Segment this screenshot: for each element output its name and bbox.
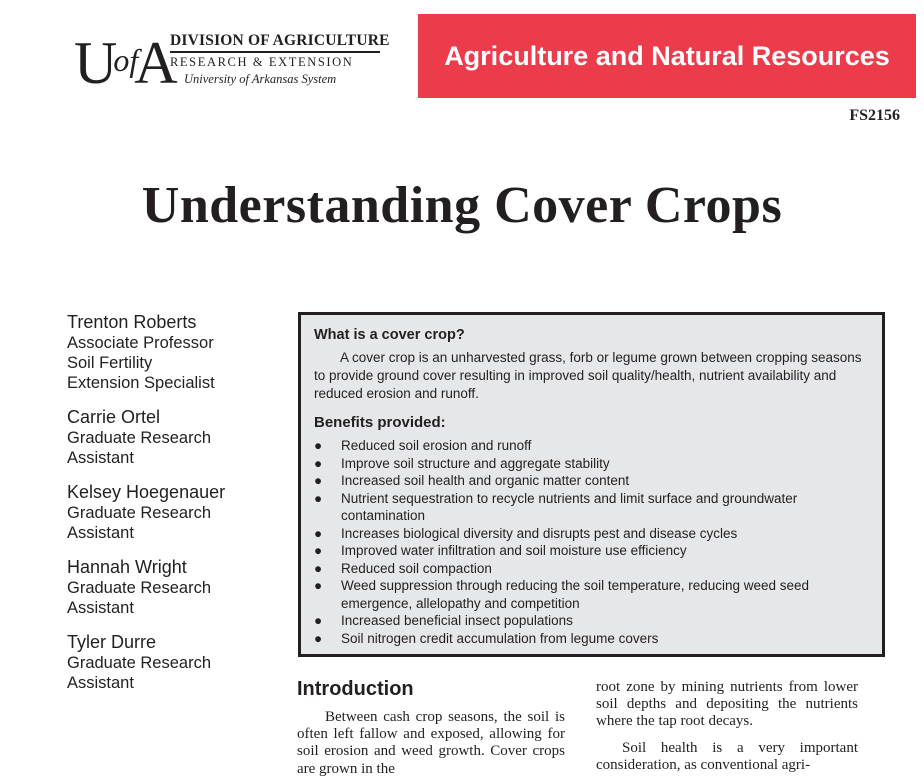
benefits-list bbox=[314, 437, 874, 647]
author-entry bbox=[67, 312, 287, 393]
body-paragraph: root zone by mining nutrients from lower soil depths and depositing the nutrients where the tap root decays. bbox=[596, 679, 858, 730]
right-column-text bbox=[596, 679, 858, 774]
benefit-item bbox=[314, 630, 874, 648]
author-name: Hannah Wright bbox=[67, 557, 187, 577]
benefit-item bbox=[314, 560, 874, 578]
cover-crop-definition: A cover crop is an unharvested grass, forb or legume grown between cropping seasons to provide ground cover resulting in improved soil quality/health, nutrient availability and reduced erosion and runoff. bbox=[314, 350, 862, 401]
benefit-text: Nutrient sequestration to recycle nutrients and limit surface and groundwater contamination bbox=[341, 490, 798, 523]
author-title: Graduate Research bbox=[67, 429, 211, 447]
page-title: Understanding Cover Crops bbox=[141, 177, 783, 234]
author-title: Assistant bbox=[67, 449, 134, 467]
bullet-icon: ● bbox=[314, 560, 323, 576]
author-entry bbox=[67, 557, 287, 618]
bullet-icon: ● bbox=[314, 438, 323, 453]
body-paragraph: Soil health is a very important consideration, as conventional agri- bbox=[596, 739, 858, 773]
benefit-item bbox=[314, 437, 874, 455]
benefit-item bbox=[314, 542, 874, 560]
logo-wordmark bbox=[170, 32, 390, 87]
benefit-text: Weed suppression through reducing the soil temperature, reducing weed seed emergence, allelopathy and competition bbox=[341, 578, 810, 611]
benefit-text: Improved water infiltration and soil moisture use efficiency bbox=[341, 543, 687, 558]
logo-research-extension: RESEARCH & EXTENSION bbox=[170, 55, 354, 69]
author-name: Trenton Roberts bbox=[67, 312, 197, 332]
logo-division: DIVISION OF AGRICULTURE bbox=[170, 32, 380, 53]
bullet-icon: ● bbox=[314, 455, 323, 471]
author-entry bbox=[67, 632, 287, 693]
bullet-icon: ● bbox=[314, 473, 323, 488]
author-name: Kelsey Hoegenauer bbox=[67, 482, 226, 502]
benefit-item bbox=[314, 525, 874, 543]
cover-crop-info-box bbox=[298, 312, 885, 657]
benefit-item bbox=[314, 490, 874, 525]
author-title: Graduate Research bbox=[67, 654, 211, 672]
author-name: Carrie Ortel bbox=[67, 407, 161, 427]
uofa-logo-mark bbox=[74, 30, 178, 96]
bullet-icon: ● bbox=[314, 525, 323, 541]
introduction-paragraph: Between cash crop seasons, the soil is often left fallow and exposed, allowing for soil erosion and weed growth. Cover crops are grown in the bbox=[297, 709, 565, 777]
author-title: Extension Specialist bbox=[67, 374, 215, 392]
benefits-heading: Benefits provided: bbox=[314, 414, 446, 431]
benefit-text: Soil nitrogen credit accumulation from legume covers bbox=[341, 630, 659, 646]
benefit-text: Improve soil structure and aggregate stability bbox=[341, 455, 610, 471]
category-banner: Agriculture and Natural Resources bbox=[418, 14, 916, 98]
division-logo bbox=[74, 30, 390, 96]
author-name: Tyler Durre bbox=[67, 632, 157, 652]
bullet-icon: ● bbox=[314, 543, 323, 558]
author-title: Assistant bbox=[67, 524, 134, 542]
benefit-item bbox=[314, 577, 874, 612]
author-title: Graduate Research bbox=[67, 579, 211, 597]
bullet-icon: ● bbox=[314, 630, 323, 646]
benefit-text: Increased soil health and organic matter content bbox=[341, 473, 630, 488]
author-entry bbox=[67, 407, 287, 468]
benefit-text: Reduced soil compaction bbox=[341, 560, 492, 576]
author-entry bbox=[67, 482, 287, 543]
author-title: Graduate Research bbox=[67, 504, 211, 522]
box-heading: What is a cover crop? bbox=[314, 327, 465, 343]
introduction-heading: Introduction bbox=[297, 678, 414, 700]
logo-system: University of Arkansas System bbox=[184, 72, 337, 86]
benefit-text: Reduced soil erosion and runoff bbox=[341, 438, 532, 453]
bullet-icon: ● bbox=[314, 578, 323, 593]
benefit-item bbox=[314, 472, 874, 490]
logo-letter-u: U bbox=[74, 30, 118, 96]
benefit-item bbox=[314, 455, 874, 473]
author-title: Assistant bbox=[67, 674, 134, 692]
author-title: Associate Professor bbox=[67, 334, 214, 352]
logo-letters-of: of bbox=[113, 42, 139, 78]
benefit-text: Increases biological diversity and disrupts pest and disease cycles bbox=[341, 525, 738, 541]
author-list bbox=[67, 312, 287, 707]
author-title: Soil Fertility bbox=[67, 354, 153, 372]
fact-sheet-number: FS2156 bbox=[849, 107, 900, 124]
author-title: Assistant bbox=[67, 599, 134, 617]
benefit-item bbox=[314, 612, 874, 630]
bullet-icon: ● bbox=[314, 490, 323, 506]
benefit-text: Increased beneficial insect populations bbox=[341, 613, 573, 628]
bullet-icon: ● bbox=[314, 613, 323, 628]
logo-letter-a: A bbox=[134, 30, 178, 96]
